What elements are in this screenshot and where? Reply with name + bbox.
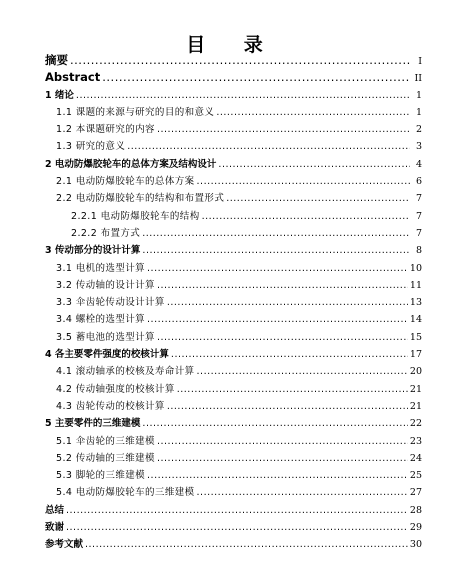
toc-entry[interactable] (0, 87, 465, 104)
dot-leader (197, 484, 408, 501)
toc-entry-title: 总结 (45, 504, 65, 516)
toc-entry-title: 2.1 电动防爆胶轮车的总体方案 (56, 176, 195, 188)
toc-entry-page-number: 7 (415, 210, 422, 222)
toc-entry-title: 1.3 研究的意义 (56, 141, 126, 153)
toc-entry[interactable] (0, 398, 465, 415)
toc-entry-title: Abstract (45, 70, 101, 85)
toc-entry[interactable] (0, 502, 465, 519)
toc-entry-page-number: 14 (409, 314, 422, 326)
toc-entry-title: 4.2 传动轴强度的校核计算 (56, 383, 175, 395)
toc-entry[interactable] (0, 138, 465, 155)
toc-entry-page-number: 11 (409, 279, 422, 291)
toc-entry-title: 5.1 伞齿轮的三维建模 (56, 435, 155, 447)
dot-leader (142, 242, 410, 259)
toc-entry[interactable] (0, 346, 465, 363)
toc-entry[interactable] (0, 381, 465, 398)
toc-entry-page-number: II (414, 73, 422, 85)
page-title: 目 录 (186, 34, 279, 56)
toc-entry-page-number: 7 (415, 193, 422, 205)
toc-entry-page-number: 1 (415, 106, 422, 118)
toc-entry[interactable] (0, 415, 465, 432)
toc-entry-title: 摘要 (45, 53, 68, 67)
toc-entry-page-number: 2 (415, 124, 422, 136)
dot-leader (167, 294, 408, 311)
dot-leader (197, 173, 410, 190)
toc-entry-page-number: 30 (409, 539, 422, 551)
toc-entry[interactable] (0, 52, 465, 69)
toc-entry-title: 3.2 传动轴的设计计算 (56, 279, 155, 291)
toc-entry[interactable] (0, 536, 465, 553)
toc-entry-page-number: 27 (409, 487, 422, 499)
toc-entry[interactable] (0, 69, 465, 86)
toc-entry-page-number: I (418, 56, 422, 67)
toc-entry-page-number: 13 (409, 297, 422, 309)
toc-entry-title: 3.1 电机的选型计算 (56, 262, 146, 274)
toc-entry-page-number: 21 (409, 383, 422, 395)
dot-leader (171, 346, 408, 363)
toc-entry-title: 5.4 电动防爆胶轮车的三维建模 (56, 487, 195, 499)
toc-entry-title: 2.2.2 布置方式 (71, 227, 141, 239)
dot-leader (202, 208, 410, 225)
toc-entry[interactable] (0, 225, 465, 242)
toc-entry-title: 1 绪论 (45, 89, 74, 101)
dot-leader (142, 225, 410, 242)
toc-entry-page-number: 1 (415, 89, 422, 101)
dot-leader (157, 121, 410, 138)
dot-leader (147, 311, 408, 328)
toc-entry[interactable] (0, 467, 465, 484)
toc-entry[interactable] (0, 242, 465, 259)
toc-entry[interactable] (0, 519, 465, 536)
dot-leader (226, 190, 410, 207)
toc-entry-title: 5.2 传动轴的三维建模 (56, 452, 155, 464)
toc-entry-page-number: 4 (415, 158, 422, 170)
toc-entry[interactable] (0, 104, 465, 121)
toc-entry-title: 3.3 伞齿轮传动设计计算 (56, 297, 165, 309)
toc-entry-title: 3.4 螺栓的选型计算 (56, 314, 146, 326)
dot-leader (66, 519, 408, 536)
toc-entry-title: 1.2 本课题研究的内容 (56, 124, 155, 136)
dot-leader (177, 381, 408, 398)
toc-entry-page-number: 10 (409, 262, 422, 274)
dot-leader (147, 467, 408, 484)
toc-entry-title: 致谢 (45, 522, 65, 534)
toc-entry[interactable] (0, 277, 465, 294)
toc-entry-page-number: 28 (409, 504, 422, 516)
toc-entry-page-number: 7 (415, 227, 422, 239)
toc-entry-page-number: 3 (415, 141, 422, 153)
toc-entry-title: 2.2.1 电动防爆胶轮车的结构 (71, 210, 200, 222)
dot-leader (70, 52, 410, 69)
toc-entry-page-number: 24 (409, 452, 422, 464)
toc-entry-page-number: 8 (415, 245, 422, 257)
table-of-contents (0, 52, 465, 554)
toc-entry-page-number: 17 (409, 349, 422, 361)
dot-leader (157, 433, 408, 450)
toc-entry-page-number: 20 (409, 366, 422, 378)
toc-entry-page-number: 23 (409, 435, 422, 447)
toc-entry-page-number: 21 (409, 400, 422, 412)
dot-leader (147, 260, 408, 277)
toc-entry-title: 4.1 滚动轴承的校核及寿命计算 (56, 366, 195, 378)
toc-entry[interactable] (0, 311, 465, 328)
toc-entry-title: 4 各主要零件强度的校核计算 (45, 349, 169, 361)
toc-entry[interactable] (0, 363, 465, 380)
toc-entry[interactable] (0, 294, 465, 311)
dot-leader (157, 450, 408, 467)
toc-entry[interactable] (0, 208, 465, 225)
toc-entry-title: 5.3 脚轮的三维建模 (56, 470, 146, 482)
toc-entry[interactable] (0, 450, 465, 467)
dot-leader (157, 277, 408, 294)
dot-leader (127, 138, 410, 155)
dot-leader (142, 415, 407, 432)
dot-leader (218, 156, 410, 173)
toc-entry-title: 4.3 齿轮传动的校核计算 (56, 400, 165, 412)
dot-leader (85, 536, 408, 553)
dot-leader (76, 87, 410, 104)
toc-entry[interactable] (0, 484, 465, 501)
toc-entry-page-number: 6 (415, 176, 422, 188)
dot-leader (167, 398, 408, 415)
toc-entry-title: 3 传动部分的设计计算 (45, 245, 141, 257)
toc-entry[interactable] (0, 173, 465, 190)
toc-entry-page-number: 29 (409, 522, 422, 534)
toc-entry[interactable] (0, 156, 465, 173)
toc-entry[interactable] (0, 121, 465, 138)
toc-entry-page-number: 22 (409, 418, 422, 430)
toc-entry-title: 2 电动防爆胶轮车的总体方案及结构设计 (45, 158, 217, 170)
toc-entry[interactable] (0, 190, 465, 207)
dot-leader (66, 502, 408, 519)
toc-entry-title: 1.1 课题的来源与研究的目的和意义 (56, 106, 215, 118)
dot-leader (157, 329, 408, 346)
toc-entry-title: 3.5 蓄电池的选型计算 (56, 331, 155, 343)
toc-entry-title: 参考文献 (45, 539, 84, 551)
toc-entry-title: 2.2 电动防爆胶轮车的结构和布置形式 (56, 193, 225, 205)
toc-entry[interactable] (0, 260, 465, 277)
dot-leader (197, 363, 408, 380)
toc-entry-title: 5 主要零件的三维建模 (45, 418, 141, 430)
toc-entry[interactable] (0, 329, 465, 346)
toc-entry-page-number: 25 (409, 470, 422, 482)
toc-entry-page-number: 15 (409, 331, 422, 343)
dot-leader (102, 69, 410, 86)
dot-leader (216, 104, 410, 121)
toc-entry[interactable] (0, 433, 465, 450)
